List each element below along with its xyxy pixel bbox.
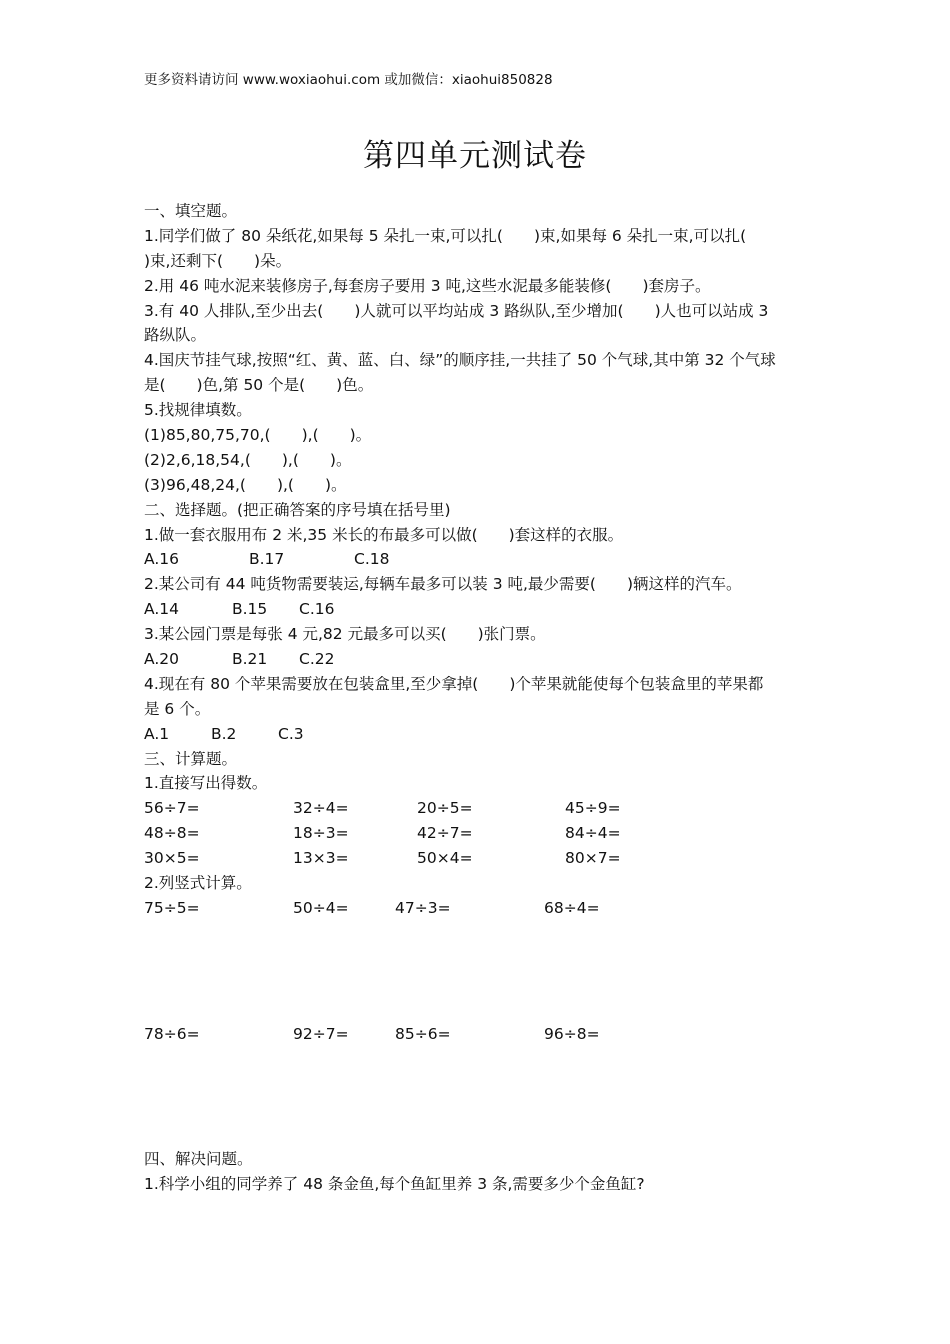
calc-item: 56÷7=	[144, 799, 200, 818]
sequence-item: (1)85,80,75,70,( ),( )。	[144, 426, 372, 445]
calc-item: 92÷7=	[293, 1024, 349, 1043]
question-text: )束,还剩下( )朵。	[144, 251, 292, 270]
document-body	[144, 199, 824, 1197]
work-space	[144, 921, 824, 971]
question-text: 1.科学小组的同学养了 48 条金鱼,每个鱼缸里养 3 条,需要多少个金鱼缸?	[144, 1174, 645, 1193]
work-space	[144, 971, 824, 1022]
option-b: B.21	[232, 650, 268, 669]
section-fill-blank-heading: 一、填空题。	[144, 202, 238, 220]
option-b: B.15	[232, 600, 268, 619]
calc-item: 47÷3=	[395, 898, 451, 917]
sequence-item: (3)96,48,24,( ),( )。	[144, 475, 347, 494]
calc-row	[144, 1022, 824, 1047]
question-text: 是( )色,第 50 个是( )色。	[144, 376, 374, 395]
answer-options	[144, 722, 824, 747]
sequence-item: (2)2,6,18,54,( ),( )。	[144, 450, 352, 469]
answer-options	[144, 547, 824, 572]
question-text: 4.现在有 80 个苹果需要放在包装盒里,至少拿掉( )个苹果就能使每个包装盒里的苹果都	[144, 674, 764, 693]
question-text: 2.用 46 吨水泥来装修房子,每套房子要用 3 吨,这些水泥最多能装修( )套房子。	[144, 276, 711, 295]
calc-item: 30×5=	[144, 849, 200, 868]
question-text: 2.列竖式计算。	[144, 874, 252, 893]
question-text: 是 6 个。	[144, 699, 211, 718]
question-text: 3.有 40 人排队,至少出去( )人就可以平均站成 3 路纵队,至少增加( )人也可以站成 3	[144, 301, 769, 320]
answer-options	[144, 597, 824, 622]
question-text: 1.同学们做了 80 朵纸花,如果每 5 朵扎一束,可以扎( )束,如果每 6 朵扎一束,可以扎(	[144, 226, 747, 245]
calc-item: 48÷8=	[144, 824, 200, 843]
calc-row	[144, 896, 824, 921]
calc-item: 32÷4=	[293, 799, 349, 818]
calc-row	[144, 846, 824, 871]
calc-item: 96÷8=	[544, 1024, 600, 1043]
question-text: 5.找规律填数。	[144, 401, 252, 420]
option-a: A.16	[144, 550, 179, 569]
calc-item: 84÷4=	[565, 824, 621, 843]
section-problem-solving-heading: 四、解决问题。	[144, 1149, 253, 1168]
calc-item: 75÷5=	[144, 898, 200, 917]
calc-item: 50÷4=	[293, 898, 349, 917]
calc-row	[144, 796, 824, 821]
calc-item: 42÷7=	[417, 824, 473, 843]
calc-item: 80×7=	[565, 849, 621, 868]
question-text: 4.国庆节挂气球,按照“红、黄、蓝、白、绿”的顺序挂,一共挂了 50 个气球,其中第 32 个气球	[144, 351, 776, 370]
calc-item: 78÷6=	[144, 1024, 200, 1043]
question-text: 2.某公司有 44 吨货物需要装运,每辆车最多可以装 3 吨,最少需要( )辆这样的汽车。	[144, 575, 742, 594]
section-calculation-heading: 三、计算题。	[144, 749, 238, 768]
option-a: A.14	[144, 600, 179, 619]
calc-row	[144, 821, 824, 846]
option-c: C.22	[299, 650, 335, 669]
option-b: B.17	[249, 550, 285, 569]
question-text: 3.某公园门票是每张 4 元,82 元最多可以买( )张门票。	[144, 625, 546, 644]
page-title: 第四单元测试卷	[363, 138, 587, 174]
question-text: 1.做一套衣服用布 2 米,35 米长的布最多可以做( )套这样的衣服。	[144, 525, 624, 544]
work-space	[144, 1097, 824, 1147]
option-a: A.20	[144, 650, 179, 669]
option-c: C.18	[354, 550, 390, 569]
calc-item: 85÷6=	[395, 1024, 451, 1043]
question-text: 路纵队。	[144, 326, 207, 345]
option-a: A.1	[144, 724, 170, 743]
question-text: 1.直接写出得数。	[144, 774, 268, 793]
calc-item: 50×4=	[417, 849, 473, 868]
option-b: B.2	[211, 724, 237, 743]
calc-item: 68÷4=	[544, 898, 600, 917]
calc-item: 18÷3=	[293, 824, 349, 843]
answer-options	[144, 647, 824, 672]
page-header-note: 更多资料请访问 www.woxiaohui.com 或加微信：xiaohui850828	[144, 72, 553, 88]
option-c: C.3	[278, 724, 304, 743]
section-choice-heading: 二、选择题。(把正确答案的序号填在括号里)	[144, 500, 451, 519]
calc-item: 20÷5=	[417, 799, 473, 818]
work-space	[144, 1047, 824, 1097]
calc-item: 13×3=	[293, 849, 349, 868]
calc-item: 45÷9=	[565, 799, 621, 818]
option-c: C.16	[299, 600, 335, 619]
